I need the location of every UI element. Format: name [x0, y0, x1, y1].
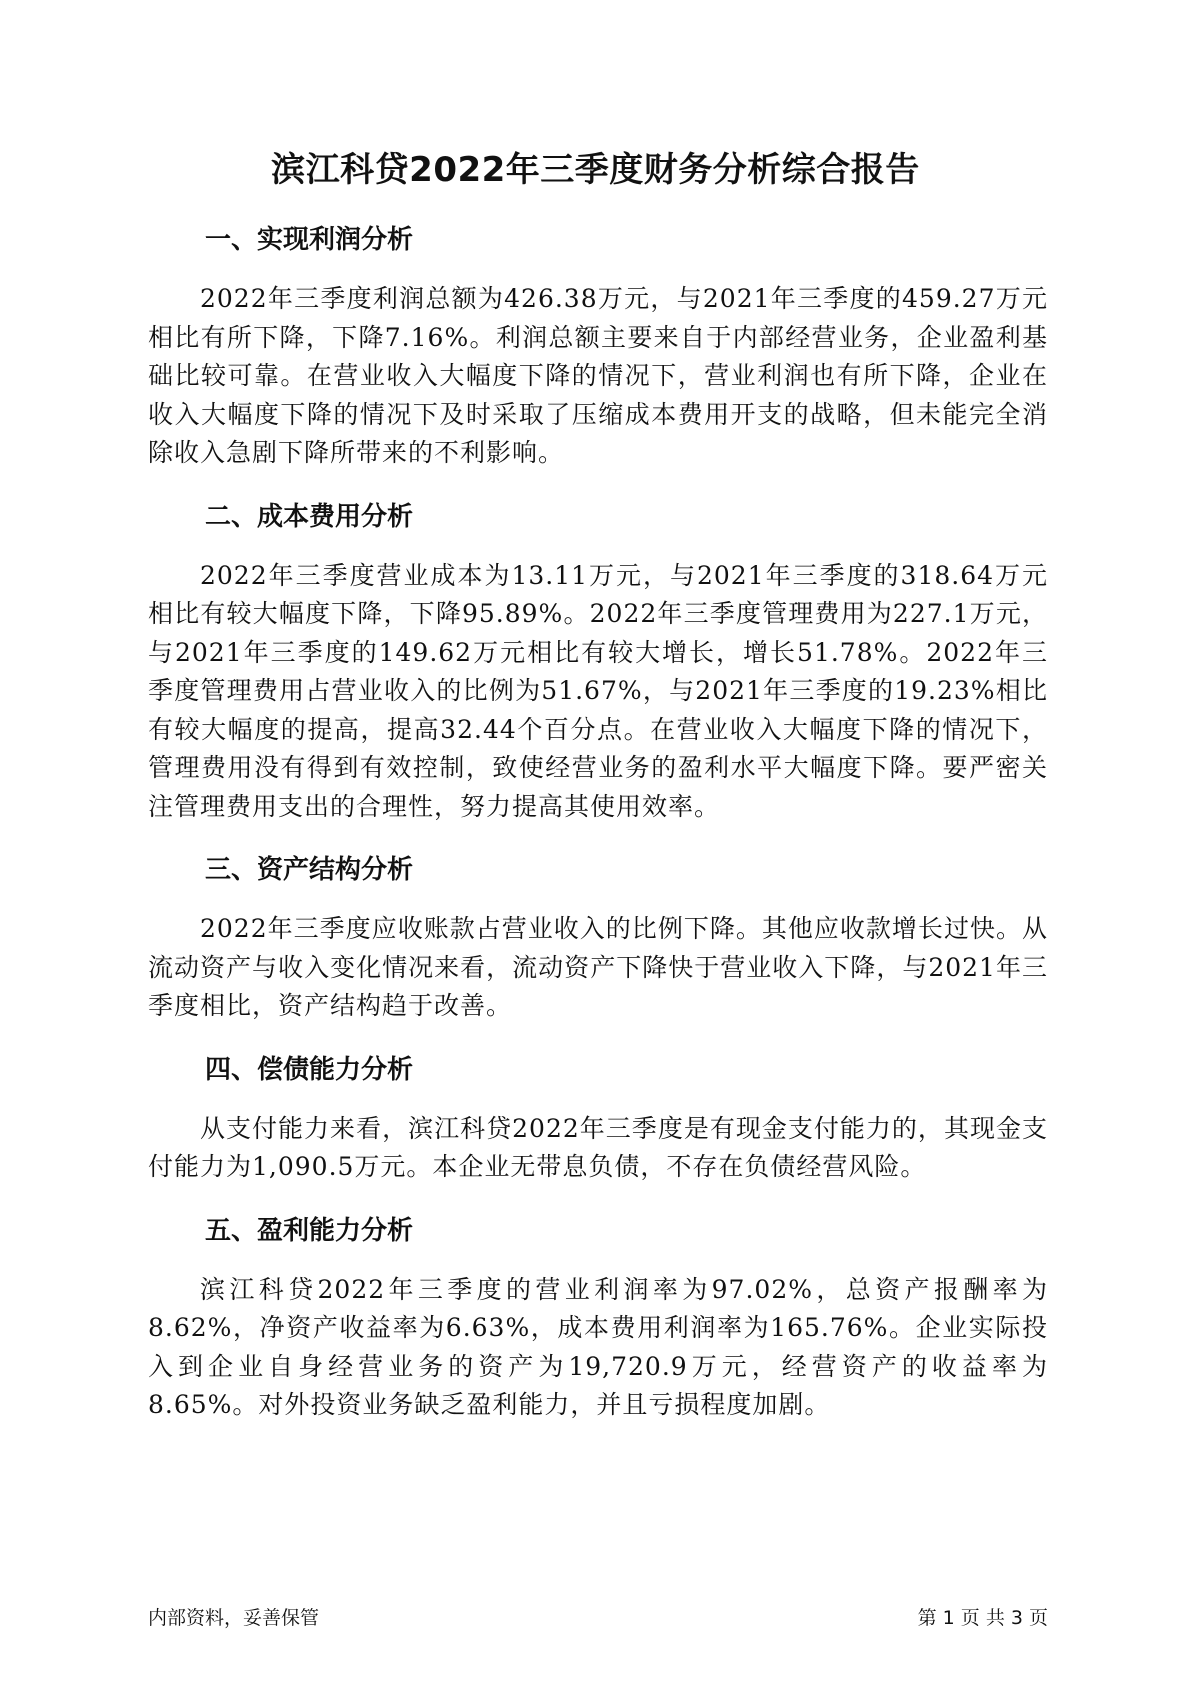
section-heading: 一、实现利润分析 [205, 225, 414, 255]
section-heading: 五、盈利能力分析 [205, 1215, 414, 1246]
page-number: 第 1 页 共 3 页 [917, 1607, 1048, 1629]
report-content [148, 222, 1048, 1451]
section-heading: 二、成本费用分析 [205, 501, 414, 532]
section-paragraph: 从支付能力来看，滨江科贷2022年三季度是有现金支付能力的，其现金支付能力为1,090.5万元。本企业无带息负债，不存在负债经营风险。 [148, 1113, 1048, 1181]
confidential-note: 内部资料，妥善保管 [148, 1607, 320, 1629]
section-paragraph: 滨江科贷2022年三季度的营业利润率为97.02%，总资产报酬率为8.62%，净资产收益率为6.63%，成本费用利润率为165.76%。企业实际投入到企业自身经营业务的资产为19,720.9万元，经营资产的收益率为8.65%。对外投资业务缺乏盈利能力，并且亏损程度加剧。 [148, 1274, 1048, 1419]
section-heading: 三、资产结构分析 [205, 855, 414, 885]
section-heading: 四、偿债能力分析 [205, 1054, 414, 1085]
section-paragraph: 2022年三季度应收账款占营业收入的比例下降。其他应收款增长过快。从流动资产与收入变化情况来看，流动资产下降快于营业收入下降，与2021年三季度相比，资产结构趋于改善。 [148, 914, 1048, 1020]
report-title: 滨江科贷2022年三季度财务分析综合报告 [271, 150, 920, 190]
section-assets [148, 852, 1048, 1026]
section-cost [148, 499, 1048, 827]
section-solvency [148, 1052, 1048, 1187]
page-footer [148, 1606, 1048, 1630]
section-profit [148, 222, 1048, 473]
section-paragraph: 2022年三季度利润总额为426.38万元，与2021年三季度的459.27万元相比有所下降，下降7.16%。利润总额主要来自于内部经营业务，企业盈利基础比较可靠。在营业收入大幅度下降的情况下，营业利润也有所下降，企业在收入大幅度下降的情况下及时采取了压缩成本费用开支的战略，但未能完全消除收入急剧下降所带来的不利影响。 [148, 284, 1048, 467]
section-paragraph: 2022年三季度营业成本为13.11万元，与2021年三季度的318.64万元相比有较大幅度下降，下降95.89%。2022年三季度管理费用为227.1万元，与2021年三季度的149.62万元相比有较大增长，增长51.78%。2022年三季度管理费用占营业收入的比例为51.67%，与2021年三季度的19.23%相比有较大幅度的提高，提高32.44个百分点。在营业收入大幅度下降的情况下，管理费用没有得到有效控制，致使经营业务的盈利水平大幅度下降。要严密关注管理费用支出的合理性，努力提高其使用效率。 [148, 560, 1048, 821]
section-profitability [148, 1213, 1048, 1425]
